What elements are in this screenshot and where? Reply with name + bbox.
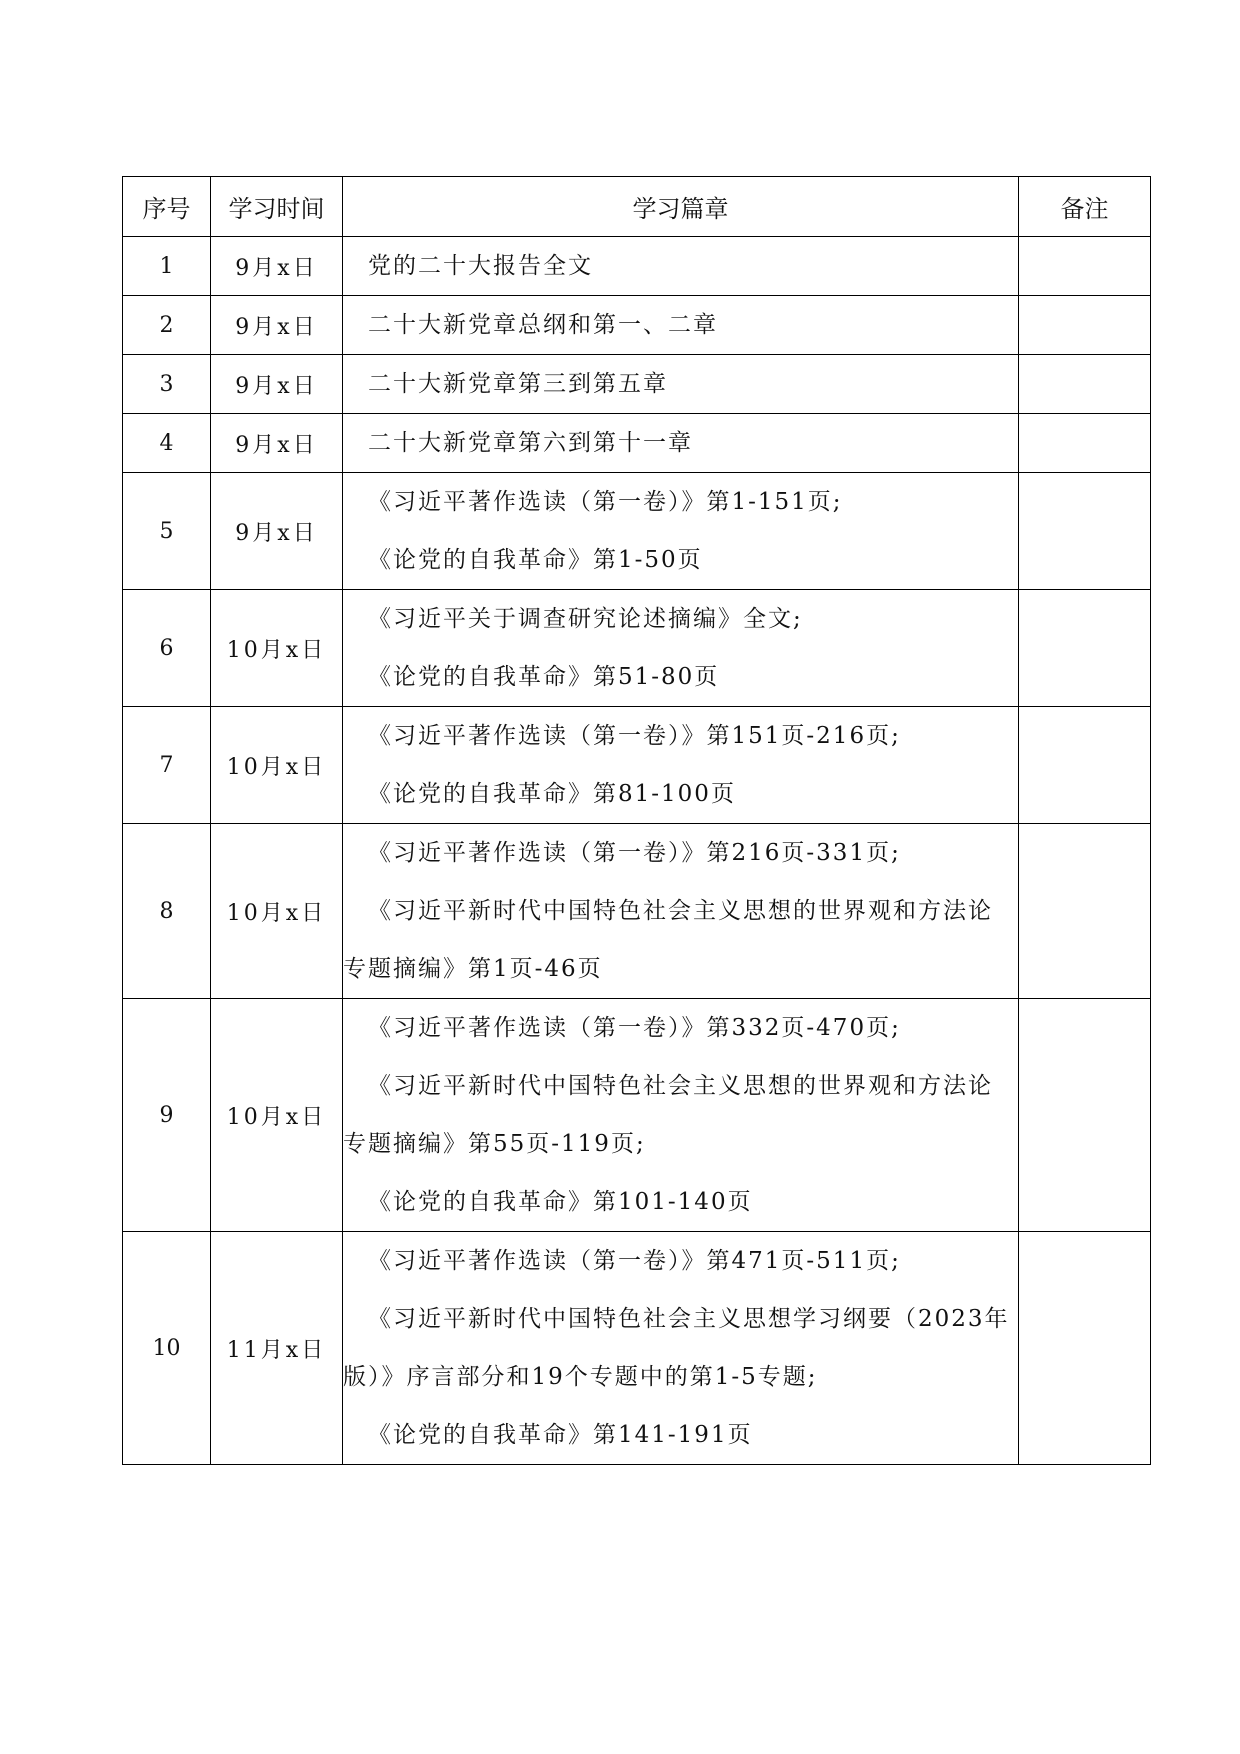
row-note [1019, 296, 1151, 355]
header-chapter: 学习篇章 [343, 177, 1019, 237]
chapter-line: 《论党的自我革命》第101-140页 [368, 1189, 753, 1215]
table-row [123, 473, 1151, 590]
chapter-line: 《论党的自我革命》第81-100页 [368, 781, 736, 807]
row-note [1019, 1232, 1151, 1465]
chapter-line: 《论党的自我革命》第141-191页 [368, 1422, 753, 1448]
chapter-line: 专题摘编》第1页-46页 [343, 956, 603, 982]
row-note [1019, 590, 1151, 707]
row-time: 9月x日 [211, 355, 343, 414]
chapter-line: 《习近平新时代中国特色社会主义思想的世界观和方法论 [368, 1073, 993, 1099]
header-time: 学习时间 [211, 177, 343, 237]
row-index: 10 [123, 1232, 211, 1465]
chapter-line: 《习近平著作选读（第一卷）》第151页-216页; [368, 723, 901, 749]
row-chapter [343, 590, 1019, 707]
row-index: 5 [123, 473, 211, 590]
row-note [1019, 824, 1151, 999]
chapter-line: 《习近平著作选读（第一卷）》第216页-331页; [368, 840, 901, 866]
row-chapter [343, 707, 1019, 824]
chapter-line: 二十大新党章第六到第十一章 [368, 430, 693, 456]
row-index: 6 [123, 590, 211, 707]
row-chapter [343, 355, 1019, 414]
chapter-line: 《习近平著作选读（第一卷）》第471页-511页; [368, 1248, 901, 1274]
row-chapter [343, 824, 1019, 999]
row-chapter [343, 414, 1019, 473]
header-row [123, 177, 1151, 237]
chapter-line: 《习近平关于调查研究论述摘编》全文; [368, 606, 803, 632]
chapter-line: 《论党的自我革命》第51-80页 [368, 664, 720, 690]
header-index: 序号 [123, 177, 211, 237]
row-note [1019, 999, 1151, 1232]
row-note [1019, 414, 1151, 473]
chapter-line: 党的二十大报告全文 [368, 253, 593, 279]
row-time: 9月x日 [211, 296, 343, 355]
row-time: 10月x日 [211, 707, 343, 824]
chapter-line: 二十大新党章第三到第五章 [368, 371, 668, 397]
chapter-line: 《习近平著作选读（第一卷）》第332页-470页; [368, 1015, 901, 1041]
chapter-line: 《习近平新时代中国特色社会主义思想的世界观和方法论 [368, 898, 993, 924]
row-index: 4 [123, 414, 211, 473]
row-chapter [343, 473, 1019, 590]
row-index: 1 [123, 237, 211, 296]
chapter-line: 版）》序言部分和19个专题中的第1-5专题; [343, 1364, 818, 1390]
row-time: 9月x日 [211, 414, 343, 473]
table-row [123, 414, 1151, 473]
table-row [123, 824, 1151, 999]
table-row [123, 237, 1151, 296]
table-row [123, 590, 1151, 707]
row-index: 9 [123, 999, 211, 1232]
row-time: 10月x日 [211, 590, 343, 707]
header-note: 备注 [1019, 177, 1151, 237]
row-time: 11月x日 [211, 1232, 343, 1465]
row-index: 7 [123, 707, 211, 824]
row-note [1019, 237, 1151, 296]
row-time: 9月x日 [211, 473, 343, 590]
chapter-line: 《论党的自我革命》第1-50页 [368, 547, 703, 573]
table-row [123, 999, 1151, 1232]
row-chapter [343, 1232, 1019, 1465]
row-note [1019, 707, 1151, 824]
chapter-line: 《习近平著作选读（第一卷）》第1-151页; [368, 489, 843, 515]
chapter-line: 《习近平新时代中国特色社会主义思想学习纲要（2023年 [368, 1306, 1010, 1332]
row-time: 10月x日 [211, 999, 343, 1232]
row-index: 3 [123, 355, 211, 414]
row-chapter [343, 237, 1019, 296]
row-note [1019, 473, 1151, 590]
row-index: 8 [123, 824, 211, 999]
table-row [123, 1232, 1151, 1465]
row-index: 2 [123, 296, 211, 355]
study-schedule-table [122, 176, 1151, 1465]
row-chapter [343, 296, 1019, 355]
table-row [123, 355, 1151, 414]
row-chapter [343, 999, 1019, 1232]
table-row [123, 707, 1151, 824]
row-time: 9月x日 [211, 237, 343, 296]
chapter-line: 二十大新党章总纲和第一、二章 [368, 312, 718, 338]
row-time: 10月x日 [211, 824, 343, 999]
row-note [1019, 355, 1151, 414]
table-row [123, 296, 1151, 355]
chapter-line: 专题摘编》第55页-119页; [343, 1131, 646, 1157]
